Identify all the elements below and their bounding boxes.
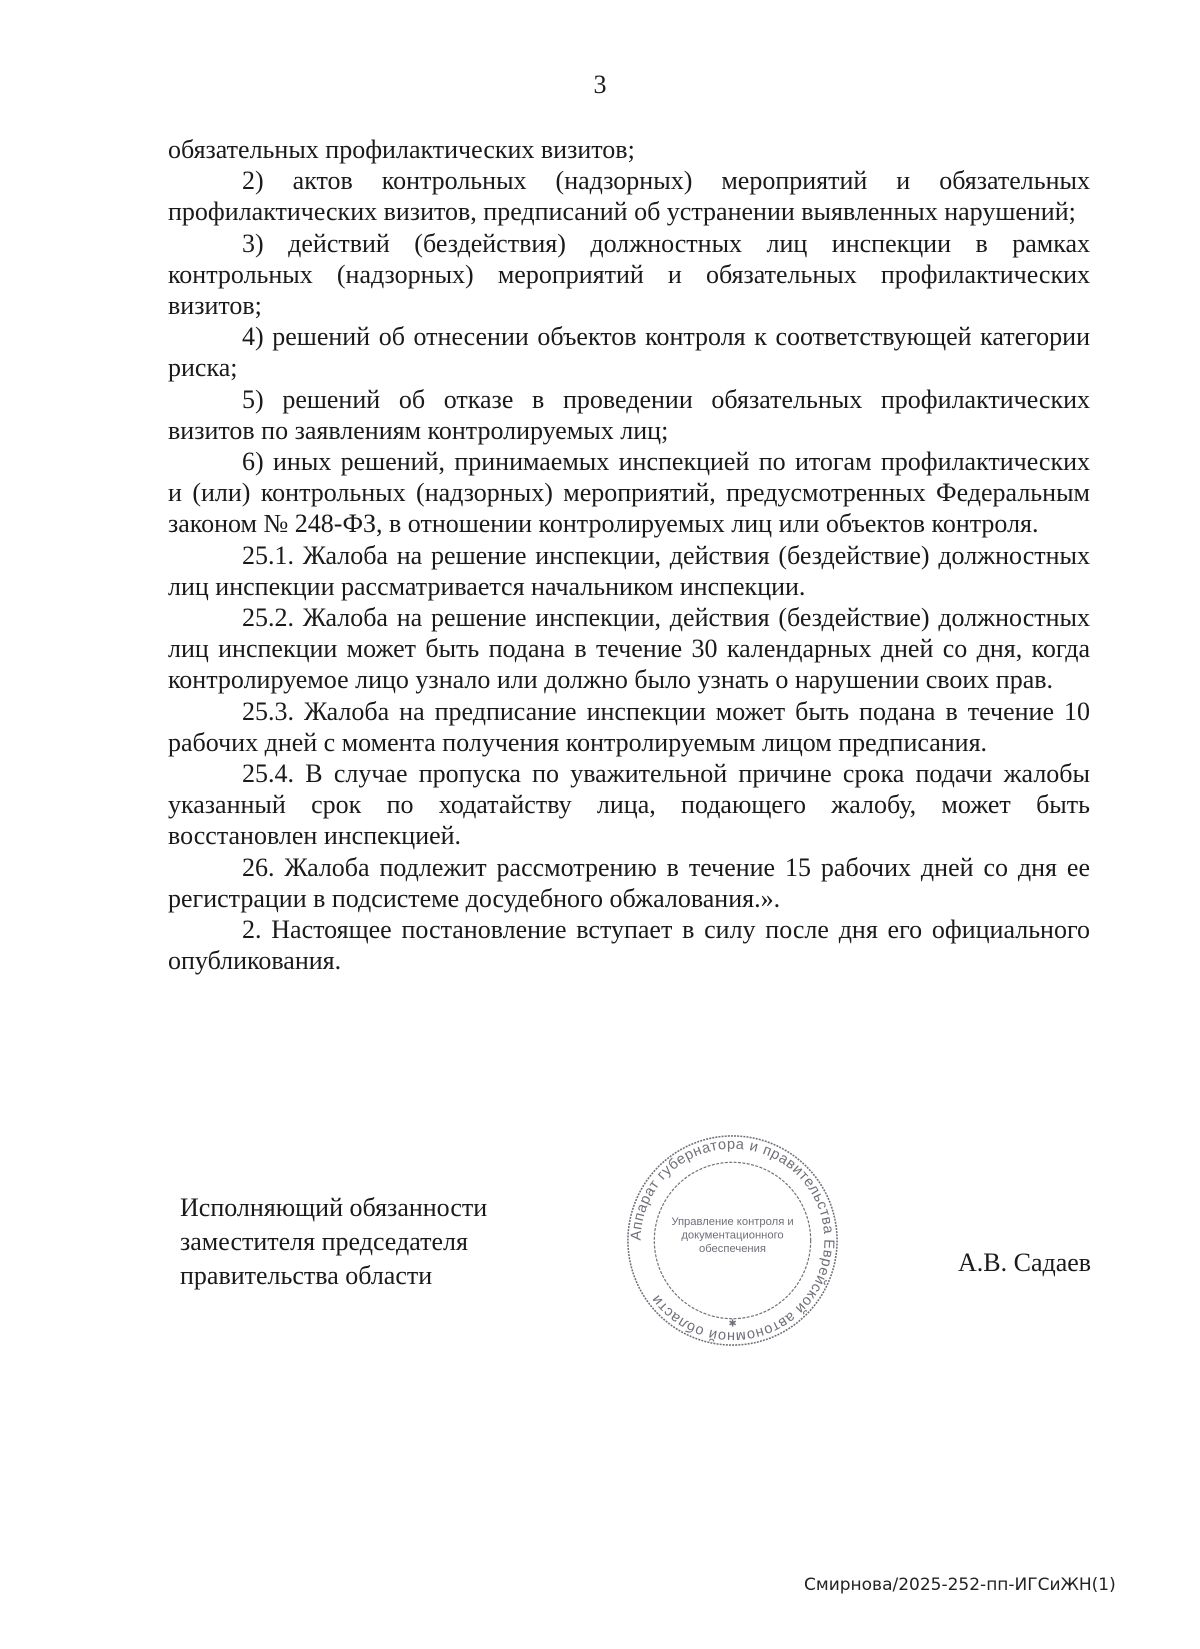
signer-name: А.В. Садаев [958, 1248, 1092, 1277]
paragraph: 25.3. Жалоба на предписание инспекции может быть подана в течение 10 рабочих дней с момента получения контролируемым лицом предписания. [168, 696, 1090, 757]
stamp-inner-line-3: обеспечения [699, 1243, 766, 1256]
stamp-inner-line-2: документационного [681, 1229, 784, 1242]
signer-title-line-3: правительства области [180, 1261, 433, 1290]
paragraph: 5) решений об отказе в проведении обязательных профилактических визитов по заявлениям контролируемых лиц; [168, 384, 1090, 445]
stamp-outer-text: Аппарат губернатора и правительства Еврейской автономной области [628, 1136, 837, 1345]
paragraph: 6) иных решений, принимаемых инспекцией по итогам профилактических и (или) контрольных (надзорных) мероприятий, предусмотренных Федеральным законом № 248-ФЗ, в отношении контролируемых лиц или объектов контроля. [168, 447, 1090, 539]
paragraph: обязательных профилактических визитов; [168, 135, 635, 164]
signer-title-line-1: Исполняющий обязанности [180, 1193, 488, 1222]
paragraph: 26. Жалоба подлежит рассмотрению в течение 15 рабочих дней со дня ее регистрации в подсистеме досудебного обжалования.». [168, 852, 1090, 913]
paragraph: 25.2. Жалоба на решение инспекции, действия (бездействие) должностных лиц инспекции может быть подана в течение 30 календарных дней со дня, когда контролируемое лицо узнало или должно было узнать о нарушении своих прав. [168, 603, 1090, 695]
paragraph: 3) действий (бездействия) должностных лиц инспекции в рамках контрольных (надзорных) мероприятий и обязательных профилактических визитов; [168, 228, 1090, 321]
paragraph: 25.1. Жалоба на решение инспекции, действия (бездействие) должностных лиц инспекции рассматривается начальником инспекции. [168, 540, 1090, 601]
page-number: 3 [593, 70, 607, 99]
document-body [168, 134, 1090, 976]
paragraph: 2. Настоящее постановление вступает в силу после дня его официального опубликования. [168, 915, 1090, 976]
stamp-star-icon: ✱ [728, 1318, 737, 1330]
stamp-inner-line-1: Управление контроля и [671, 1215, 794, 1228]
official-seal-stamp [625, 1133, 840, 1348]
paragraph: 25.4. В случае пропуска по уважительной причине срока подачи жалобы указанный срок по ходатайству лица, подающего жалобу, может быть восстановлен инспекцией. [168, 759, 1090, 851]
paragraph: 4) решений об отнесении объектов контроля к соответствующей категории риска; [168, 322, 1090, 383]
signer-title-line-2: заместителя председателя [180, 1227, 468, 1256]
paragraph: 2) актов контрольных (надзорных) мероприятий и обязательных профилактических визитов, предписаний об устранении выявленных нарушений; [168, 166, 1090, 227]
signer-title [180, 1191, 540, 1293]
footer-reference: Смирнова/2025-252-пп-ИГСиЖН(1) [804, 1575, 1116, 1595]
